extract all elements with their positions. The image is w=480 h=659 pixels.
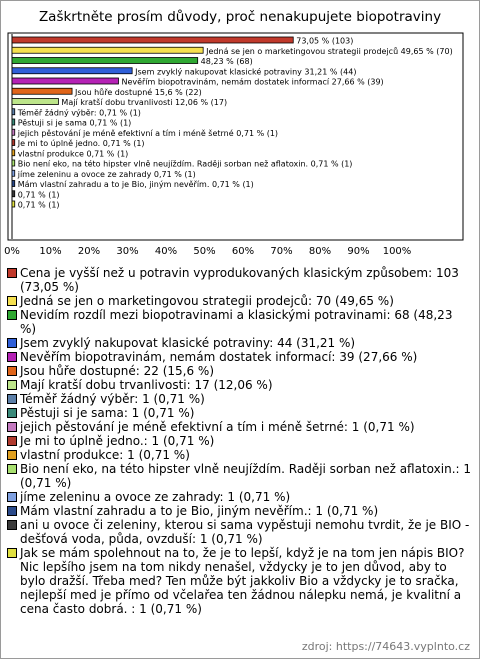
legend-item xyxy=(7,518,471,546)
bar xyxy=(12,68,132,74)
bar-label: Jsou hůře dostupné 15,6 % (22) xyxy=(75,87,202,97)
legend-text: Jsou hůře dostupné: 22 (15,6 %) xyxy=(20,364,214,378)
legend-text: ani u ovoce či zeleniny, kterou si sama vypěstuji nemohu tvrdit, že je BIO - dešťová voda, půda, ovzduší: 1 (0,71 %) xyxy=(20,518,470,546)
legend-item xyxy=(7,336,471,350)
legend-item xyxy=(7,406,471,420)
legend-swatch xyxy=(7,506,17,516)
bar xyxy=(12,99,58,105)
legend-item xyxy=(7,378,471,392)
source-label: zdroj: https://74643.vyplnto.cz xyxy=(301,640,470,653)
legend-swatch xyxy=(7,492,17,502)
bar-label: jejich pěstování je méně efektivní a tím i méně šetrné 0,71 % (1) xyxy=(17,128,279,138)
bar xyxy=(12,129,15,135)
legend-swatch xyxy=(7,548,17,558)
bar-label: Jsem zvyklý nakupovat klasické potraviny 31,21 % (44) xyxy=(135,67,357,77)
bar xyxy=(12,47,203,53)
legend-item xyxy=(7,392,471,406)
bar-label: Mají kratší dobu trvanlivosti 12,06 % (17) xyxy=(61,98,228,107)
x-tick-label: 70% xyxy=(270,246,293,257)
x-tick-label: 100% xyxy=(382,246,412,257)
bar-chart xyxy=(0,0,480,262)
x-tick-label: 30% xyxy=(116,246,139,257)
bar-label: Pěstuji si je sama 0,71 % (1) xyxy=(17,118,132,128)
legend-item xyxy=(7,266,471,294)
legend-item xyxy=(7,434,471,448)
legend-swatch xyxy=(7,394,17,404)
bar-label: jíme zeleninu a ovoce ze zahrady 0,71 % (1) xyxy=(17,169,196,179)
bar xyxy=(12,150,15,156)
legend-text: Téměř žádný výběr: 1 (0,71 %) xyxy=(20,392,205,406)
legend-text: vlastní produkce: 1 (0,71 %) xyxy=(20,448,190,462)
bar-label: 48,23 % (68) xyxy=(200,57,253,66)
bar xyxy=(12,58,198,64)
bar xyxy=(12,37,293,43)
bar-label: 73,05 % (103) xyxy=(296,36,354,46)
legend-text: jejich pěstování je méně efektivní a tím i méně šetrné: 1 (0,71 %) xyxy=(20,420,415,434)
legend-swatch xyxy=(7,464,17,474)
legend xyxy=(7,266,471,616)
legend-text: jíme zeleninu a ovoce ze zahrady: 1 (0,71 %) xyxy=(20,490,291,504)
legend-text: Cena je vyšší než u potravin vyprodukovaných klasickým způsobem: 103 (73,05 %) xyxy=(20,266,459,294)
bar xyxy=(12,109,15,115)
legend-text: Jedná se jen o marketingovou strategii prodejců: 70 (49,65 %) xyxy=(20,294,394,308)
bar-label: Bio není eko, na této hipster vlně neujíždím. Raději sorban než aflatoxin. 0,71 % (1) xyxy=(17,159,353,169)
legend-item xyxy=(7,490,471,504)
x-tick-label: 0% xyxy=(4,246,20,257)
legend-swatch xyxy=(7,352,17,362)
legend-swatch xyxy=(7,450,17,460)
legend-text: Pěstuji si je sama: 1 (0,71 %) xyxy=(20,406,195,420)
bar-label: Nevěřím biopotravinám, nemám dostatek informací 27,66 % (39) xyxy=(121,77,384,87)
bar-label: Mám vlastní zahradu a to je Bio, jiným nevěřím. 0,71 % (1) xyxy=(17,180,254,189)
legend-swatch xyxy=(7,422,17,432)
x-tick-label: 50% xyxy=(193,246,216,257)
legend-item xyxy=(7,546,471,616)
legend-swatch xyxy=(7,366,17,376)
x-tick-label: 20% xyxy=(77,246,101,257)
legend-item xyxy=(7,448,471,462)
legend-item xyxy=(7,462,471,490)
bar xyxy=(12,170,15,176)
legend-text: Nevěřím biopotravinám, nemám dostatek informací: 39 (27,66 %) xyxy=(20,350,418,364)
x-tick-label: 60% xyxy=(231,246,255,257)
legend-swatch xyxy=(7,436,17,446)
bar-label: Jedná se jen o marketingovou strategii prodejců 49,65 % (70) xyxy=(206,46,453,56)
legend-swatch xyxy=(7,380,17,390)
legend-item xyxy=(7,420,471,434)
bar xyxy=(12,140,15,146)
legend-item xyxy=(7,350,471,364)
bar-label: vlastní produkce 0,71 % (1) xyxy=(17,149,129,159)
legend-text: Jak se mám spolehnout na to, že je to lepší, když je na tom jen nápis BIO? Nic lepšího jsem na tom nikdy nenašel, vždycky je to jen důvod, aby to bylo dražší. Třeba med? Ten může být jakkoliv Bio a vždycky je to sračka, nejlepší med je přímo od včelařea ten žádnou nálepku nemá, je kvalitní a cena často dobrá. : 1 (0,71 %) xyxy=(20,546,465,616)
legend-text: Mám vlastní zahradu a to je Bio, jiným nevěřím.: 1 (0,71 %) xyxy=(20,504,379,518)
bar xyxy=(12,88,72,94)
legend-item xyxy=(7,294,471,308)
x-tick-label: 40% xyxy=(154,246,178,257)
bar xyxy=(12,201,15,207)
legend-text: Je mi to úplně jedno.: 1 (0,71 %) xyxy=(20,434,215,448)
legend-swatch xyxy=(7,520,17,530)
x-tick-label: 80% xyxy=(308,246,332,257)
x-tick-label: 10% xyxy=(39,246,62,257)
bar-label: 0,71 % (1) xyxy=(17,190,60,200)
legend-swatch xyxy=(7,338,17,348)
legend-text: Mají kratší dobu trvanlivosti: 17 (12,06 %) xyxy=(20,378,273,392)
bar xyxy=(12,191,15,197)
legend-item xyxy=(7,308,471,336)
bar-label: Téměř žádný výběr: 0,71 % (1) xyxy=(17,108,141,118)
bar xyxy=(12,119,15,125)
legend-swatch xyxy=(7,310,17,320)
bar-label: Je mi to úplně jedno. 0,71 % (1) xyxy=(17,139,145,148)
bar-label: 0,71 % (1) xyxy=(17,200,60,210)
legend-text: Nevidím rozdíl mezi biopotravinami a klasickými potravinami: 68 (48,23 %) xyxy=(20,308,453,336)
chart-title: Zaškrtněte prosím důvody, proč nenakupujete biopotraviny xyxy=(38,9,442,25)
legend-swatch xyxy=(7,268,17,278)
bar xyxy=(12,78,118,84)
bar xyxy=(12,160,15,166)
legend-text: Bio není eko, na této hipster vlně neujíždím. Raději sorban než aflatoxin.: 1 (0,71 %) xyxy=(20,462,471,490)
legend-item xyxy=(7,364,471,378)
bar xyxy=(12,181,15,187)
legend-text: Jsem zvyklý nakupovat klasické potraviny: 44 (31,21 %) xyxy=(20,336,356,350)
x-tick-label: 90% xyxy=(347,246,370,257)
legend-swatch xyxy=(7,296,17,306)
legend-swatch xyxy=(7,408,17,418)
legend-item xyxy=(7,504,471,518)
